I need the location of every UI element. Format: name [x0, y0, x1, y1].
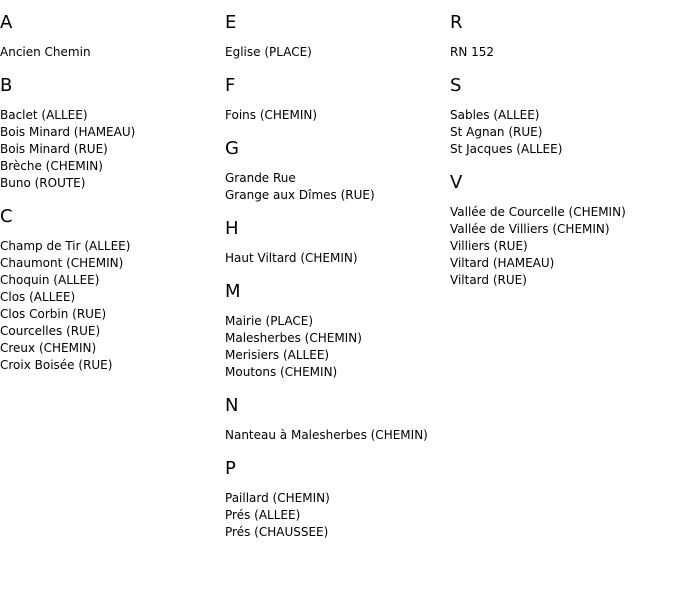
letter-group	[450, 12, 670, 61]
street-list	[0, 238, 220, 374]
group-letter-heading: F	[225, 75, 236, 96]
letter-group	[225, 458, 445, 541]
street-link[interactable]: St Agnan (RUE)	[450, 125, 543, 139]
street-link[interactable]: Mairie (PLACE)	[225, 314, 314, 328]
group-letter-heading: S	[450, 75, 462, 96]
street-link[interactable]: Malesherbes (CHEMIN)	[225, 331, 362, 345]
street-list	[0, 107, 220, 192]
group-letter-heading: E	[225, 12, 237, 33]
street-link[interactable]: Choquin (ALLEE)	[0, 273, 100, 287]
letter-group	[225, 281, 445, 381]
street-list	[0, 44, 220, 61]
street-list	[225, 490, 445, 541]
street-list	[450, 107, 670, 158]
street-list	[225, 250, 445, 267]
letter-group	[225, 75, 445, 124]
street-list	[225, 44, 445, 61]
group-letter-heading: M	[225, 281, 241, 302]
letter-group	[450, 75, 670, 158]
street-link[interactable]: RN 152	[450, 45, 495, 59]
letter-group	[0, 206, 220, 374]
group-letter-heading: N	[225, 395, 239, 416]
group-letter-heading: V	[450, 172, 463, 193]
street-link[interactable]: Moutons (CHEMIN)	[225, 365, 338, 379]
street-link[interactable]: Chaumont (CHEMIN)	[0, 256, 124, 270]
letter-group	[450, 172, 670, 289]
street-link[interactable]: Eglise (PLACE)	[225, 45, 312, 59]
street-link[interactable]: Prés (CHAUSSEE)	[225, 525, 329, 539]
street-link[interactable]: Brèche (CHEMIN)	[0, 159, 103, 173]
street-link[interactable]: Paillard (CHEMIN)	[225, 491, 330, 505]
street-list	[225, 313, 445, 381]
street-link[interactable]: Courcelles (RUE)	[0, 324, 101, 338]
street-link[interactable]: Bois Minard (RUE)	[0, 142, 108, 156]
letter-group	[225, 395, 445, 444]
street-list	[450, 44, 670, 61]
index-column-3	[450, 12, 670, 303]
street-list	[225, 427, 445, 444]
street-link[interactable]: Villiers (RUE)	[450, 239, 528, 253]
street-link[interactable]: Sables (ALLEE)	[450, 108, 540, 122]
letter-group	[0, 75, 220, 192]
letter-group	[225, 138, 445, 204]
street-link[interactable]: Grande Rue	[225, 171, 296, 185]
street-link[interactable]: Haut Viltard (CHEMIN)	[225, 251, 358, 265]
index-column-1	[0, 12, 220, 388]
group-letter-heading: C	[0, 206, 13, 227]
letter-group	[225, 12, 445, 61]
street-link[interactable]: Vallée de Villiers (CHEMIN)	[450, 222, 610, 236]
group-letter-heading: H	[225, 218, 239, 239]
group-letter-heading: A	[0, 12, 13, 33]
street-link[interactable]: Foins (CHEMIN)	[225, 108, 318, 122]
letter-group	[0, 12, 220, 61]
street-link[interactable]: Vallée de Courcelle (CHEMIN)	[450, 205, 626, 219]
street-link[interactable]: Ancien Chemin	[0, 45, 91, 59]
street-list	[225, 107, 445, 124]
group-letter-heading: P	[225, 458, 236, 479]
street-link[interactable]: Prés (ALLEE)	[225, 508, 301, 522]
group-letter-heading: R	[450, 12, 463, 33]
street-list	[225, 170, 445, 204]
group-letter-heading: G	[225, 138, 239, 159]
street-link[interactable]: Croix Boisée (RUE)	[0, 358, 113, 372]
street-link[interactable]: Creux (CHEMIN)	[0, 341, 97, 355]
street-link[interactable]: Champ de Tir (ALLEE)	[0, 239, 131, 253]
street-link[interactable]: St Jacques (ALLEE)	[450, 142, 563, 156]
street-link[interactable]: Viltard (HAMEAU)	[450, 256, 555, 270]
street-link[interactable]: Clos Corbin (RUE)	[0, 307, 107, 321]
street-link[interactable]: Nanteau à Malesherbes (CHEMIN)	[225, 428, 428, 442]
street-link[interactable]: Buno (ROUTE)	[0, 176, 86, 190]
street-link[interactable]: Clos (ALLEE)	[0, 290, 76, 304]
street-link[interactable]: Merisiers (ALLEE)	[225, 348, 330, 362]
street-link[interactable]: Viltard (RUE)	[450, 273, 527, 287]
street-link[interactable]: Grange aux Dîmes (RUE)	[225, 188, 375, 202]
letter-group	[225, 218, 445, 267]
street-list	[450, 204, 670, 289]
street-link[interactable]: Baclet (ALLEE)	[0, 108, 88, 122]
street-link[interactable]: Bois Minard (HAMEAU)	[0, 125, 136, 139]
index-column-2	[225, 12, 445, 555]
group-letter-heading: B	[0, 75, 13, 96]
